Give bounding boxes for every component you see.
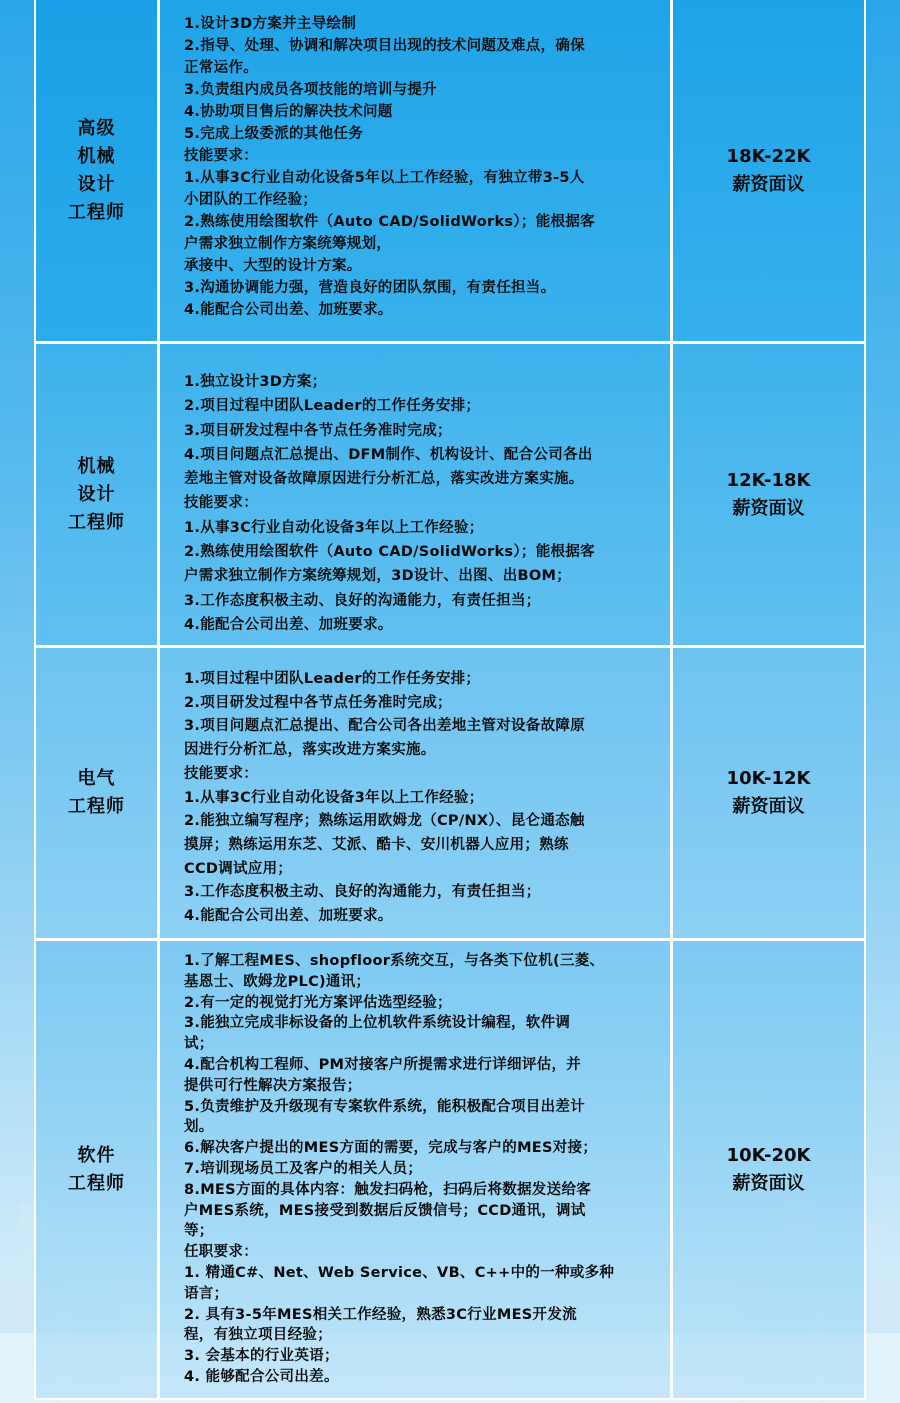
job-description-cell (160, 648, 673, 938)
description-line: 2.项目过程中团队Leader的工作任务安排； (184, 398, 481, 415)
description-line: 划。 (184, 1119, 214, 1136)
description-line: 2.能独立编写程序；熟练运用欧姆龙（CP/NX）、昆仑通态触 (184, 813, 585, 830)
salary-note: 薪资面议 (732, 796, 805, 817)
job-title: 高级 机械 设计 工程师 (68, 117, 125, 223)
salary-cell (673, 344, 864, 645)
description-line: 户需求独立制作方案统筹规划，3D设计、出图、出BOM； (184, 568, 572, 585)
description-line: 1.从事3C行业自动化设备5年以上工作经验，有独立带3-5人 (184, 170, 585, 186)
description-line: 2.熟练使用绘图软件（Auto CAD/SolidWorks）；能根据客 (184, 214, 595, 230)
description-line: 正常运作。 (184, 60, 258, 76)
description-line: 1. 精通C#、Net、Web Service、VB、C++中的一种或多种 (184, 1264, 615, 1281)
job-row-software (36, 938, 864, 1398)
description-line: 2.指导、处理、协调和解决项目出现的技术问题及难点，确保 (184, 38, 585, 54)
description-line: 3. 会基本的行业英语； (184, 1348, 339, 1365)
job-description (184, 941, 670, 1388)
description-line: 因进行分析汇总，落实改进方案实施。 (184, 742, 436, 759)
salary-cell (673, 648, 864, 938)
description-line: 4.能配合公司出差、加班要求。 (184, 616, 393, 633)
description-line: 3.工作态度积极主动、良好的沟通能力，有责任担当； (184, 884, 541, 901)
description-line: 2.熟练使用绘图软件（Auto CAD/SolidWorks）；能根据客 (184, 544, 595, 561)
description-line: 3.负责组内成员各项技能的培训与提升 (184, 82, 437, 98)
description-line: 1.设计3D方案并主导绘制 (184, 16, 357, 32)
description-line: 小团队的工作经验； (184, 192, 318, 208)
job-description (184, 0, 670, 321)
description-line: 程，有独立项目经验； (184, 1327, 332, 1344)
description-line: 差地主管对设备故障原因进行分析汇总，落实改进方案实施。 (184, 471, 584, 488)
description-line: 4.能配合公司出差、加班要求。 (184, 302, 393, 318)
description-line: 6.解决客户提出的MES方面的需要，完成与客户的MES对接； (184, 1140, 598, 1157)
description-line: 户需求独立制作方案统筹规划， (184, 236, 392, 252)
description-line: 4.项目问题点汇总提出、DFM制作、机构设计、配合公司各出 (184, 446, 593, 463)
description-line: 8.MES方面的具体内容：触发扫码枪，扫码后将数据发送给客 (184, 1181, 592, 1198)
description-line: 3.项目研发过程中各节点任务准时完成； (184, 422, 452, 439)
job-description-cell (160, 344, 673, 645)
description-line: 5.完成上级委派的其他任务 (184, 126, 363, 142)
salary-note: 薪资面议 (732, 497, 805, 519)
job-title: 机械 设计 工程师 (68, 455, 125, 533)
job-description-cell (160, 0, 673, 341)
job-row-senior-mechanical (36, 0, 864, 341)
description-line: 4.配合机构工程师、PM对接客户所提需求进行详细评估，并 (184, 1056, 582, 1073)
job-row-mechanical (36, 341, 864, 645)
description-line: 3.能独立完成非标设备的上位机软件系统设计编程，软件调 (184, 1015, 571, 1032)
salary-note: 薪资面议 (732, 173, 805, 195)
job-title-cell (36, 344, 160, 645)
job-row-electrical (36, 645, 864, 938)
description-line: 摸屏；熟练运用东芝、艾派、酷卡、安川机器人应用；熟练 (184, 836, 569, 853)
description-line: 4.能配合公司出差、加班要求。 (184, 908, 393, 925)
description-line: 3.项目问题点汇总提出、配合公司各出差地主管对设备故障原 (184, 718, 585, 735)
description-line: 技能要求： (184, 148, 258, 164)
job-title-cell (36, 648, 160, 938)
description-line: 户MES系统，MES接受到数据后反馈信号；CCD通讯，调试 (184, 1202, 586, 1219)
description-line: 基恩士、欧姆龙PLC)通讯； (184, 973, 371, 990)
description-line: 试； (184, 1036, 214, 1053)
description-line: 3.工作态度积极主动、良好的沟通能力，有责任担当； (184, 592, 541, 609)
salary-range: 18K-22K (726, 145, 811, 167)
description-line: 语言； (184, 1285, 229, 1302)
salary-cell (673, 941, 864, 1398)
description-line: 1.从事3C行业自动化设备3年以上工作经验； (184, 519, 484, 536)
salary-note: 薪资面议 (732, 1172, 805, 1194)
description-line: 5.负责维护及升级现有专案软件系统，能积极配合项目出差计 (184, 1098, 585, 1115)
description-line: 任职要求： (184, 1244, 258, 1261)
job-title: 软件 工程师 (68, 1144, 125, 1194)
description-line: 提供可行性解决方案报告； (184, 1077, 362, 1094)
salary-range: 10K-20K (726, 1144, 811, 1166)
description-line: 技能要求： (184, 495, 258, 512)
job-table (34, 0, 866, 1400)
job-title: 电气 工程师 (68, 768, 125, 817)
description-line: 1.了解工程MES、shopfloor系统交互，与各类下位机(三菱、 (184, 953, 605, 969)
description-line: 3.沟通协调能力强，营造良好的团队氛围，有责任担当。 (184, 280, 556, 296)
description-line: 1.独立设计3D方案； (184, 374, 327, 390)
description-line: 2.有一定的视觉打光方案评估选型经验； (184, 994, 452, 1011)
job-title-cell (36, 0, 160, 341)
description-line: 技能要求： (184, 765, 258, 782)
salary-cell (673, 0, 864, 341)
job-description (184, 648, 670, 929)
description-line: CCD调试应用； (184, 860, 293, 877)
description-line: 承接中、大型的设计方案。 (184, 258, 362, 274)
description-line: 4.协助项目售后的解决技术问题 (184, 104, 393, 120)
salary-range: 10K-12K (726, 768, 811, 789)
description-line: 1.从事3C行业自动化设备3年以上工作经验； (184, 789, 484, 806)
description-line: 等； (184, 1223, 214, 1240)
salary-range: 12K-18K (726, 469, 811, 491)
description-line: 7.培训现场员工及客户的相关人员； (184, 1160, 423, 1177)
job-description-cell (160, 941, 673, 1398)
description-line: 2.项目研发过程中各节点任务准时完成； (184, 694, 452, 711)
job-description (184, 344, 670, 637)
description-line: 4. 能够配合公司出差。 (184, 1368, 339, 1385)
description-line: 1.项目过程中团队Leader的工作任务安排； (184, 671, 481, 687)
job-title-cell (36, 941, 160, 1398)
description-line: 2. 具有3-5年MES相关工作经验，熟悉3C行业MES开发流 (184, 1306, 577, 1323)
